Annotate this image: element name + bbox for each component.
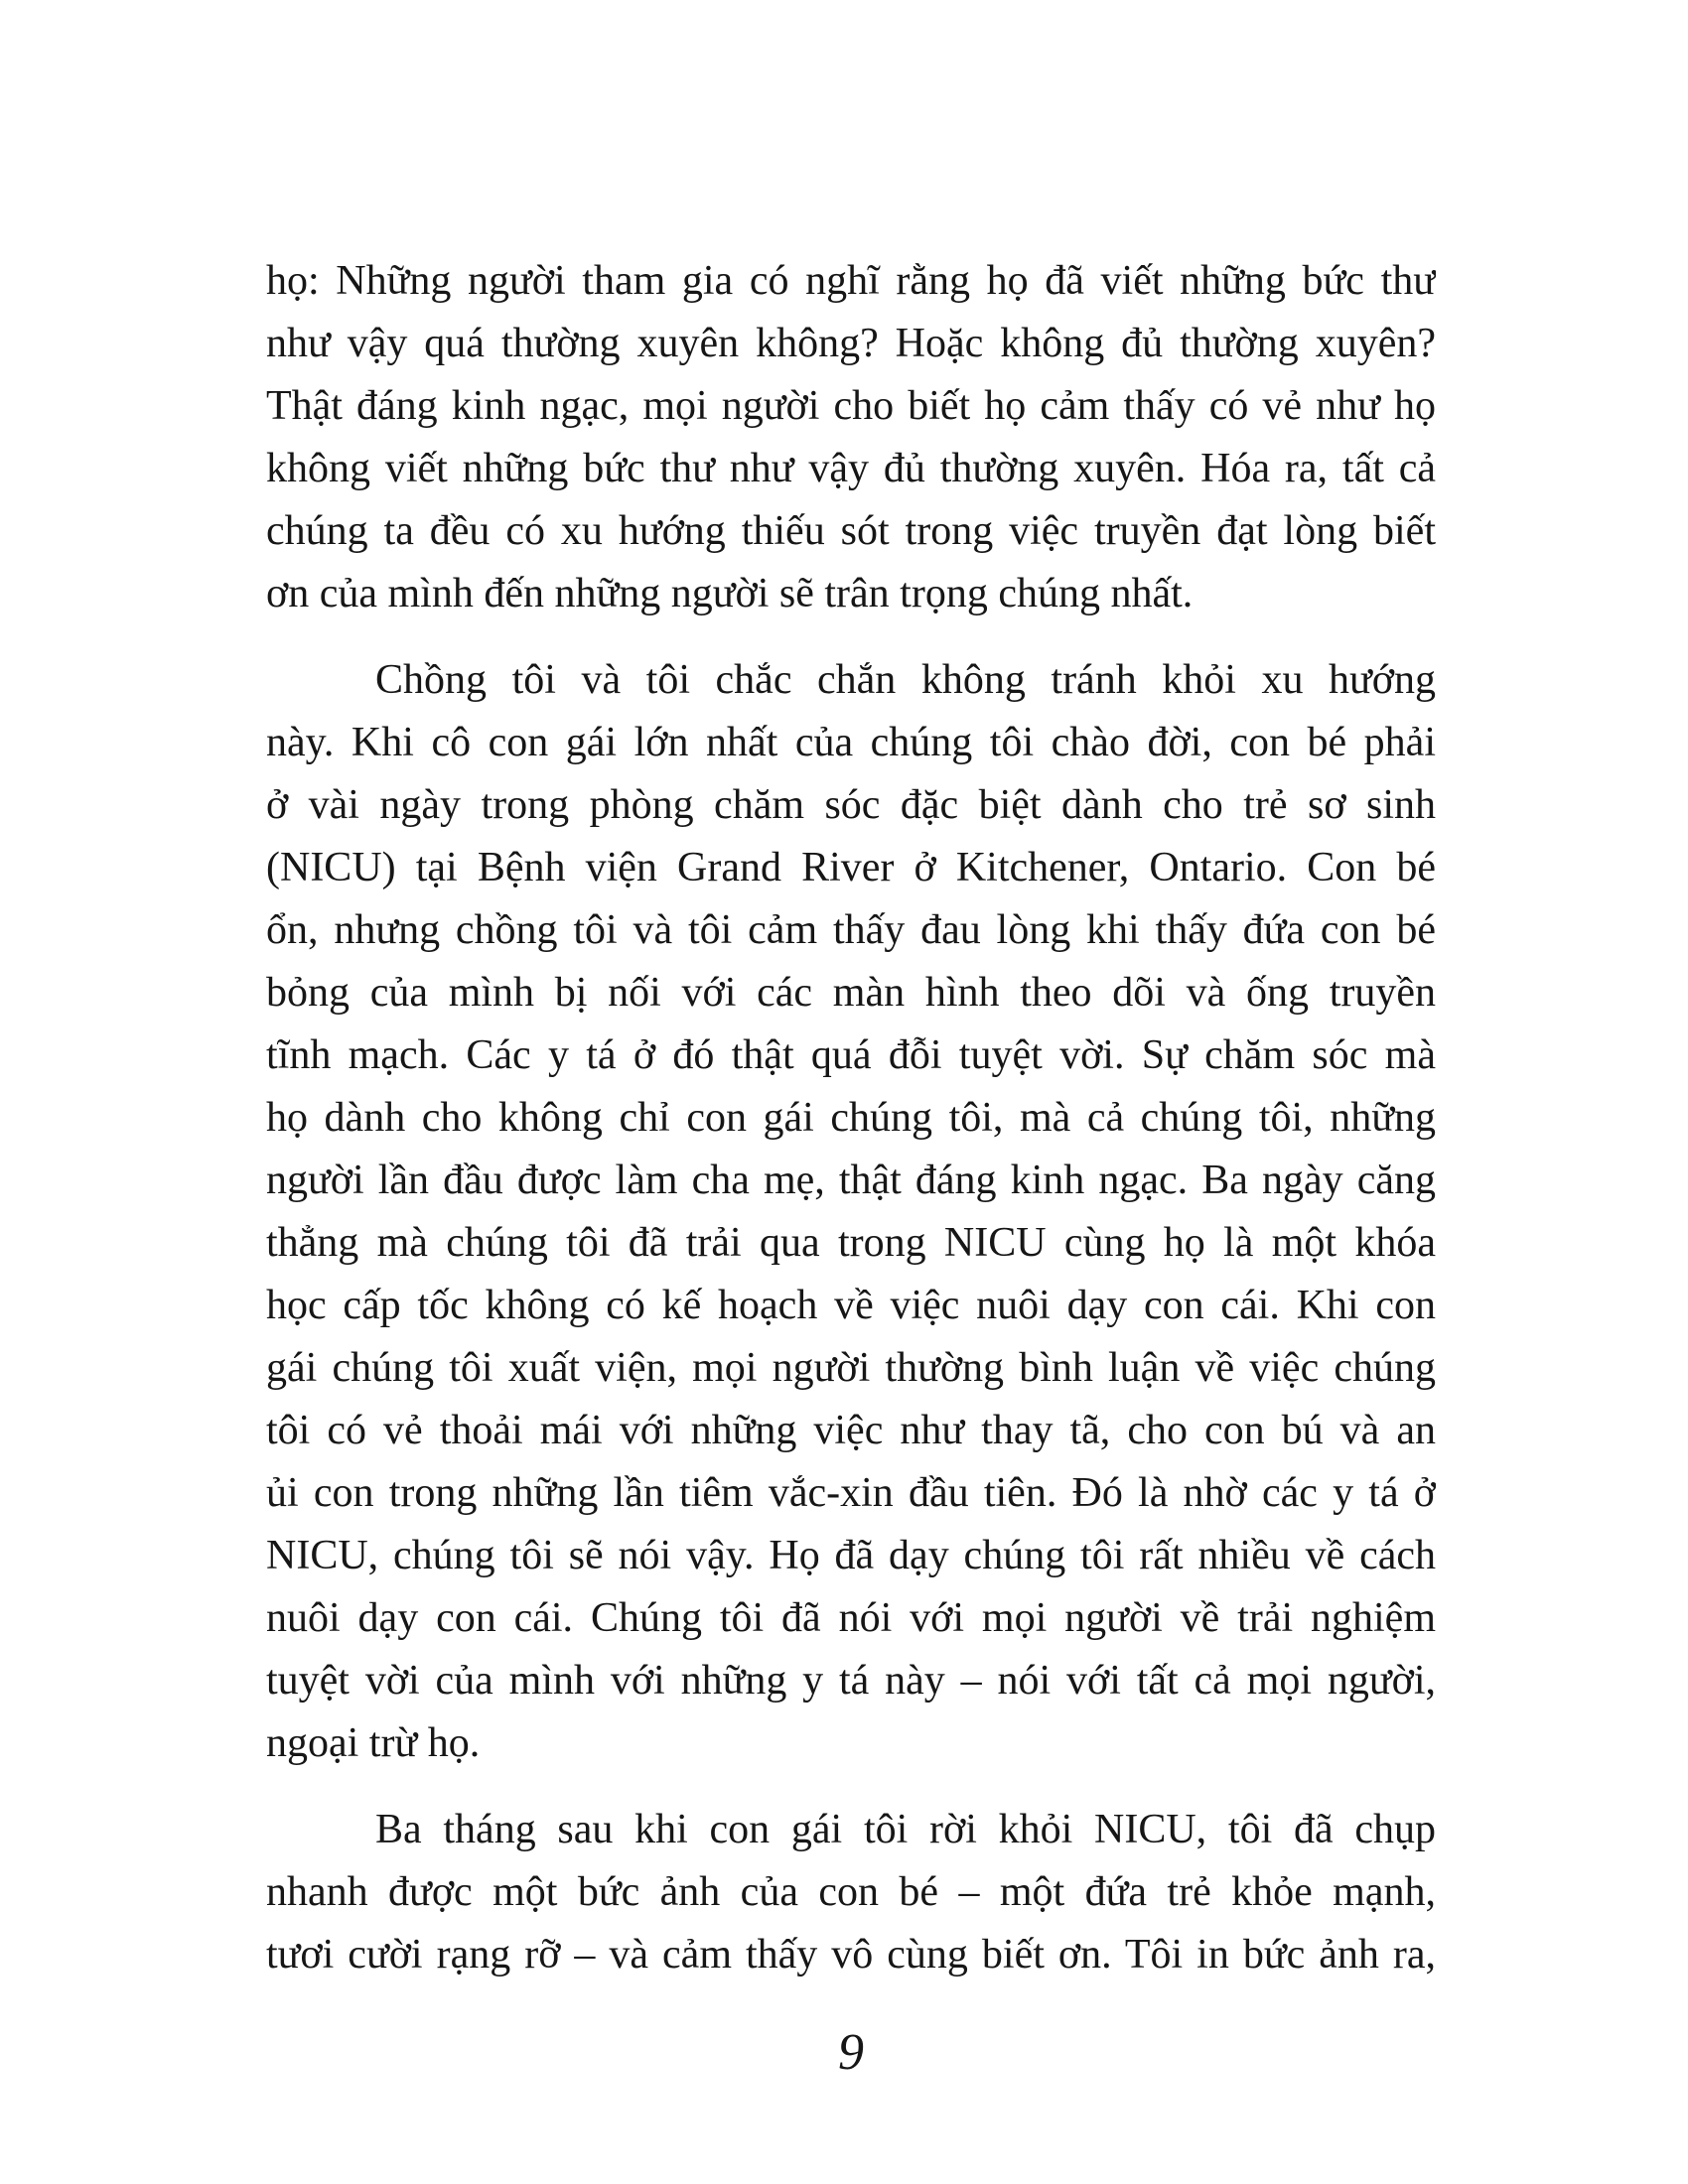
text-line: gái chúng tôi xuất viện, mọi người thường bình luận về việc chúng: [266, 1345, 1436, 1391]
text-line: tuyệt vời của mình với những y tá này – nói với tất cả mọi người,: [266, 1658, 1436, 1704]
text-block: [266, 250, 1436, 1986]
text-line: bỏng của mình bị nối với các màn hình theo dõi và ống truyền: [266, 970, 1436, 1016]
text-line: học cấp tốc không có kế hoạch về việc nuôi dạy con cái. Khi con: [266, 1283, 1436, 1328]
text-line: không viết những bức thư như vậy đủ thường xuyên. Hóa ra, tất cả: [266, 446, 1436, 491]
paragraph: [266, 1799, 1436, 1986]
text-line: NICU, chúng tôi sẽ nói vậy. Họ đã dạy chúng tôi rất nhiều về cách: [266, 1533, 1436, 1578]
text-line: (NICU) tại Bệnh viện Grand River ở Kitchener, Ontario. Con bé: [266, 845, 1436, 890]
text-line: ổn, nhưng chồng tôi và tôi cảm thấy đau lòng khi thấy đứa con bé: [266, 907, 1436, 953]
text-line: Ba tháng sau khi con gái tôi rời khỏi NICU, tôi đã chụp: [375, 1807, 1436, 1852]
text-line: ủi con trong những lần tiêm vắc-xin đầu tiên. Đó là nhờ các y tá ở: [266, 1470, 1436, 1516]
text-line: tươi cười rạng rỡ – và cảm thấy vô cùng biết ơn. Tôi in bức ảnh ra,: [266, 1932, 1436, 1978]
text-line: người lần đầu được làm cha mẹ, thật đáng kinh ngạc. Ba ngày căng: [266, 1158, 1436, 1203]
text-line: họ dành cho không chỉ con gái chúng tôi, mà cả chúng tôi, những: [266, 1095, 1436, 1141]
text-line: như vậy quá thường xuyên không? Hoặc không đủ thường xuyên?: [266, 321, 1436, 366]
text-line: này. Khi cô con gái lớn nhất của chúng tôi chào đời, con bé phải: [266, 720, 1436, 765]
text-line: thẳng mà chúng tôi đã trải qua trong NICU cùng họ là một khóa: [266, 1220, 1436, 1266]
text-line: nhanh được một bức ảnh của con bé – một đứa trẻ khỏe mạnh,: [266, 1869, 1436, 1915]
text-line: chúng ta đều có xu hướng thiếu sót trong việc truyền đạt lòng biết: [266, 508, 1436, 554]
text-line: Thật đáng kinh ngạc, mọi người cho biết họ cảm thấy có vẻ như họ: [266, 383, 1436, 429]
paragraph: [266, 649, 1436, 1775]
text-line: nuôi dạy con cái. Chúng tôi đã nói với mọi người về trải nghiệm: [266, 1595, 1436, 1641]
page-number: 9: [838, 2024, 864, 2081]
text-line: họ: Những người tham gia có nghĩ rằng họ đã viết những bức thư: [266, 258, 1436, 304]
paragraph: [266, 250, 1436, 625]
text-line: ở vài ngày trong phòng chăm sóc đặc biệt dành cho trẻ sơ sinh: [266, 782, 1436, 828]
text-line: tĩnh mạch. Các y tá ở đó thật quá đỗi tuyệt vời. Sự chăm sóc mà: [266, 1032, 1436, 1078]
text-line: Chồng tôi và tôi chắc chắn không tránh khỏi xu hướng: [375, 657, 1436, 703]
text-line: ngoại trừ họ.: [266, 1720, 481, 1766]
text-line: tôi có vẻ thoải mái với những việc như thay tã, cho con bú và an: [266, 1408, 1436, 1453]
text-line: ơn của mình đến những người sẽ trân trọng chúng nhất.: [266, 571, 1194, 616]
